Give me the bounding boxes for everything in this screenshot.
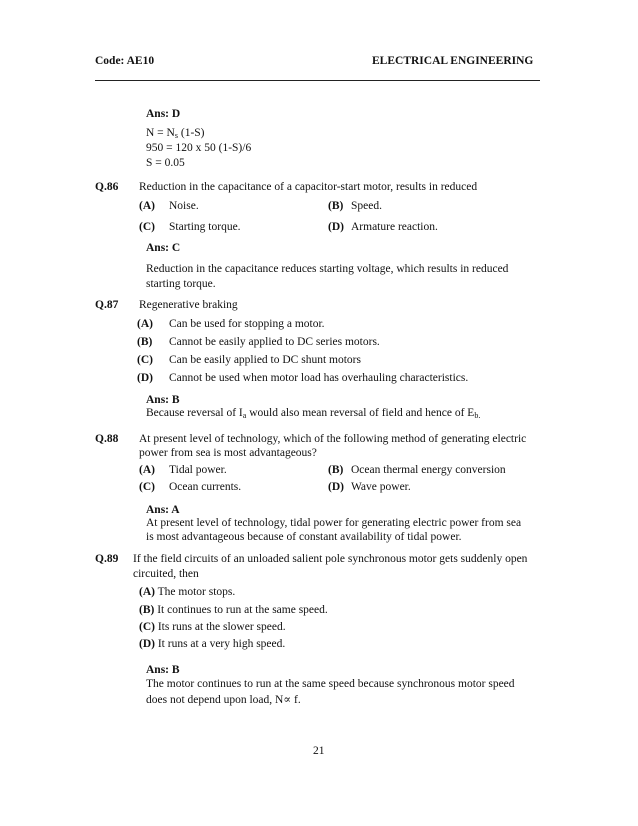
q89-option-c: (C) Its runs at the slower speed.: [139, 621, 286, 633]
q86-option-c-key: (C): [139, 221, 155, 233]
q89-explanation-2: does not depend upon load, N∝ f.: [146, 694, 301, 706]
q89-number: Q.89: [95, 553, 119, 565]
page-number: 21: [313, 745, 325, 757]
q88-option-d: Wave power.: [351, 481, 411, 493]
q88-text-2: power from sea is most advantageous?: [139, 447, 317, 459]
q89-explanation-1: The motor continues to run at the same speed because synchronous motor speed: [146, 678, 515, 690]
q87-option-b-key: (B): [137, 336, 153, 348]
q88-number: Q.88: [95, 433, 119, 445]
q88-option-b: Ocean thermal energy conversion: [351, 464, 506, 476]
q88-answer: Ans: A: [146, 504, 180, 516]
q88-explanation-1: At present level of technology, tidal power for generating electric power from sea: [146, 517, 522, 529]
q89-answer: Ans: B: [146, 664, 180, 676]
q86-number: Q.86: [95, 181, 119, 193]
q87-option-b: Cannot be easily applied to DC series motors.: [169, 336, 380, 348]
header-rule: [95, 80, 540, 81]
q88-option-d-key: (D): [328, 481, 344, 493]
q89-option-a: (A) The motor stops.: [139, 586, 236, 598]
q89-option-b: (B) It continues to run at the same speed.: [139, 604, 328, 616]
q86-answer: Ans: C: [146, 242, 181, 254]
q89-text-1: If the field circuits of an unloaded salient pole synchronous motor gets suddenly open: [133, 553, 528, 565]
q87-explanation: Because reversal of $I_a$ would also mean reversal of field and hence of $E_{b.}$: [146, 407, 481, 420]
prev-formula-3: S = 0.05: [146, 157, 185, 169]
q86-option-d-key: (D): [328, 221, 344, 233]
q88-option-a: Tidal power.: [169, 464, 227, 476]
q88-option-b-key: (B): [328, 464, 344, 476]
q87-text: Regenerative braking: [139, 299, 238, 311]
q87-option-c: Can be easily applied to DC shunt motors: [169, 354, 361, 366]
q86-explanation-2: starting torque.: [146, 278, 216, 290]
q88-explanation-2: is most advantageous because of constant availability of tidal power.: [146, 531, 462, 543]
q87-option-c-key: (C): [137, 354, 153, 366]
q89-text-2: circuited, then: [133, 568, 199, 580]
q87-answer: Ans: B: [146, 394, 180, 406]
q86-option-a-key: (A): [139, 200, 155, 212]
q86-option-c: Starting torque.: [169, 221, 241, 233]
q86-text: Reduction in the capacitance of a capacitor-start motor, results in reduced: [139, 181, 478, 193]
q88-text-1: At present level of technology, which of the following method of generating electric: [139, 433, 527, 445]
q86-explanation-1: Reduction in the capacitance reduces starting voltage, which results in reduced: [146, 263, 509, 275]
q86-option-b-key: (B): [328, 200, 344, 212]
q87-option-d: Cannot be used when motor load has overhauling characteristics.: [169, 372, 469, 384]
q89-option-d: (D) It runs at a very high speed.: [139, 638, 286, 650]
prev-answer: Ans: D: [146, 108, 181, 120]
q88-option-a-key: (A): [139, 464, 155, 476]
q86-option-a: Noise.: [169, 200, 199, 212]
q86-option-b: Speed.: [351, 200, 382, 212]
q86-option-d: Armature reaction.: [351, 221, 438, 233]
q88-option-c-key: (C): [139, 481, 155, 493]
header-subject: ELECTRICAL ENGINEERING: [372, 55, 534, 67]
q87-option-a-key: (A): [137, 318, 153, 330]
header-code: Code: AE10: [95, 55, 155, 67]
q88-option-c: Ocean currents.: [169, 481, 242, 493]
q87-option-d-key: (D): [137, 372, 153, 384]
q87-number: Q.87: [95, 299, 119, 311]
prev-formula-1: $N = N_s$ (1-S): [146, 127, 205, 140]
q87-option-a: Can be used for stopping a motor.: [169, 318, 325, 330]
prev-formula-2: 950 = 120 x 50 (1-S)/6: [146, 142, 252, 154]
